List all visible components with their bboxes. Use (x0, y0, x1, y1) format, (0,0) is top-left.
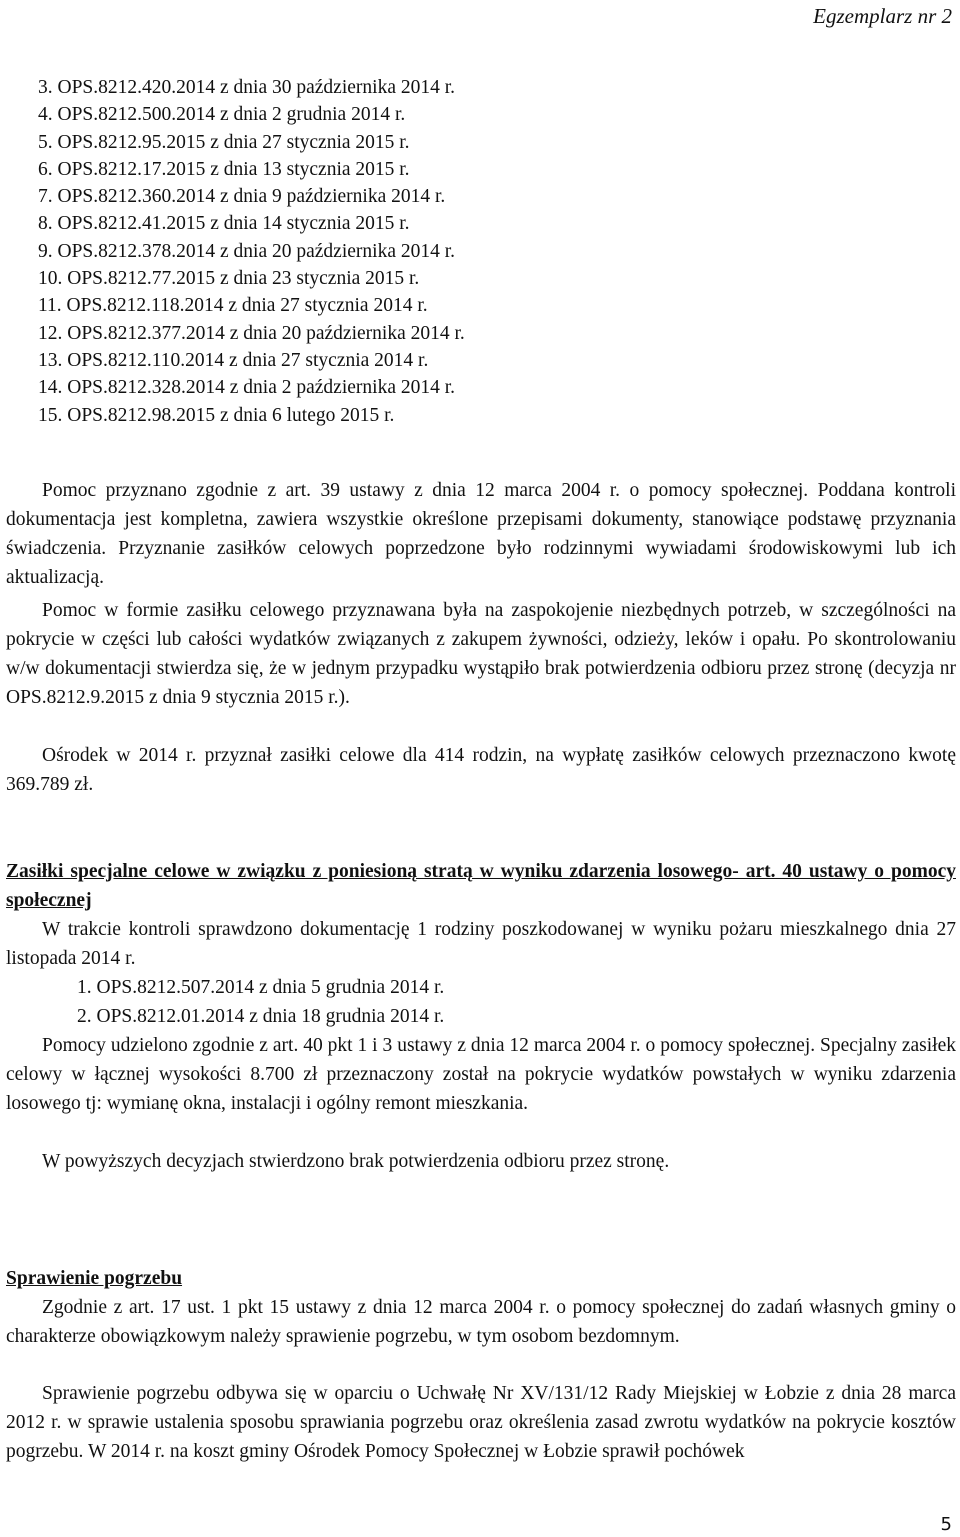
list-item: 14. OPS.8212.328.2014 z dnia 2 października 2014 r. (38, 377, 456, 399)
list-item: 12. OPS.8212.377.2014 z dnia 20 października 2014 r. (38, 322, 465, 344)
list-item: 7. OPS.8212.360.2014 z dnia 9 października 2014 r. (38, 186, 446, 208)
funeral-paragraph-2: Sprawienie pogrzebu odbywa się w oparciu o Uchwałę Nr XV/131/12 Rady Miejskiej w Łobzie z dnia 28 marca 2012 r. w sprawie ustalenia sposobu sprawiania pogrzebu oraz określenia zasad zwrotu wydatków na pokrycie kosztów pogrzebu. W 2014 r. na koszt gminy Ośrodek Pomocy Społecznej w Łobzie sprawił pochówek (6, 1383, 956, 1462)
legal-basis-paragraph: Pomoc przyznano zgodnie z art. 39 ustawy z dnia 12 marca 2004 r. o pomocy społecznej. Poddana kontroli dokumentacja jest kompletna, zawiera wszystkie określone przepisami dokumenty, stanowiące podstawę przyznania świadczenia. Przyznanie zasiłków celowych poprzedzone było rodzinnymi wywiadami środowiskowymi lub ich aktualizacją. (6, 480, 956, 588)
list-item: 9. OPS.8212.378.2014 z dnia 20 października 2014 r. (38, 240, 456, 262)
page-number: 5 (940, 1514, 952, 1535)
special-note-paragraph: W powyższych decyzjach stwierdzono brak potwierdzenia odbioru przez stronę. (42, 1151, 670, 1172)
list-item: 10. OPS.8212.77.2015 z dnia 23 stycznia 2015 r. (38, 268, 420, 290)
purpose-paragraph: Pomoc w formie zasiłku celowego przyznawana była na zaspokojenie niezbędnych potrzeb, w szczególności na pokrycie w części lub całości wydatków związanych z zakupem żywności, odzieży, leków i opału. Po skontrolowaniu w/w dokumentacji stwierdza się, że w jednym przypadku wystąpiło brak potwierdzenia odbioru przez stronę (decyzja nr OPS.8212.9.2015 z dnia 9 stycznia 2015 r.). (6, 600, 956, 708)
funeral-paragraph-1: Zgodnie z art. 17 ust. 1 pkt 15 ustawy z dnia 12 marca 2004 r. o pomocy społecznej do zadań własnych gminy o charakterze obowiązkowym należy sprawienie pogrzebu, w tym osobom bezdomnym. (6, 1297, 956, 1347)
special-body-paragraph: Pomocy udzielono zgodnie z art. 40 pkt 1 i 3 ustawy z dnia 12 marca 2004 r. o pomocy społecznej. Specjalny zasiłek celowy w łącznej wysokości 8.700 zł przeznaczony został na pokrycie wydatków powstałych w wyniku zdarzenia losowego tj: wymianę okna, instalacji i ogólny remont mieszkania. (6, 1035, 956, 1114)
special-section-heading: Zasiłki specjalne celowe w związku z poniesioną stratą w wyniku zdarzenia losowego- art. 40 ustawy o pomocy społecznej (6, 861, 956, 911)
special-intro-paragraph: W trakcie kontroli sprawdzono dokumentację 1 rodziny poszkodowanej w wyniku pożaru mieszkalnego dnia 27 listopada 2014 r. (6, 919, 956, 969)
list-item: 6. OPS.8212.17.2015 z dnia 13 stycznia 2015 r. (38, 158, 410, 180)
summary-paragraph: Ośrodek w 2014 r. przyznał zasiłki celowe dla 414 rodzin, na wypłatę zasiłków celowych przeznaczono kwotę 369.789 zł. (6, 745, 956, 795)
funeral-section-heading: Sprawienie pogrzebu (6, 1268, 183, 1289)
copy-number-header: Egzemplarz nr 2 (813, 4, 952, 28)
list-item: 15. OPS.8212.98.2015 z dnia 6 lutego 2015 r. (38, 404, 395, 426)
list-item: 3. OPS.8212.420.2014 z dnia 30 października 2014 r. (38, 77, 456, 98)
list-item: 8. OPS.8212.41.2015 z dnia 14 stycznia 2015 r. (38, 213, 410, 235)
list-item: 13. OPS.8212.110.2014 z dnia 27 stycznia 2014 r. (38, 349, 429, 371)
special-decision-item: 1. OPS.8212.507.2014 z dnia 5 grudnia 2014 r. (77, 977, 445, 998)
decision-list (38, 74, 465, 429)
special-decision-item: 2. OPS.8212.01.2014 z dnia 18 grudnia 2014 r. (77, 1006, 445, 1027)
list-item: 4. OPS.8212.500.2014 z dnia 2 grudnia 2014 r. (38, 104, 406, 126)
list-item: 5. OPS.8212.95.2015 z dnia 27 stycznia 2015 r. (38, 131, 410, 153)
list-item: 11. OPS.8212.118.2014 z dnia 27 stycznia 2014 r. (38, 295, 428, 317)
